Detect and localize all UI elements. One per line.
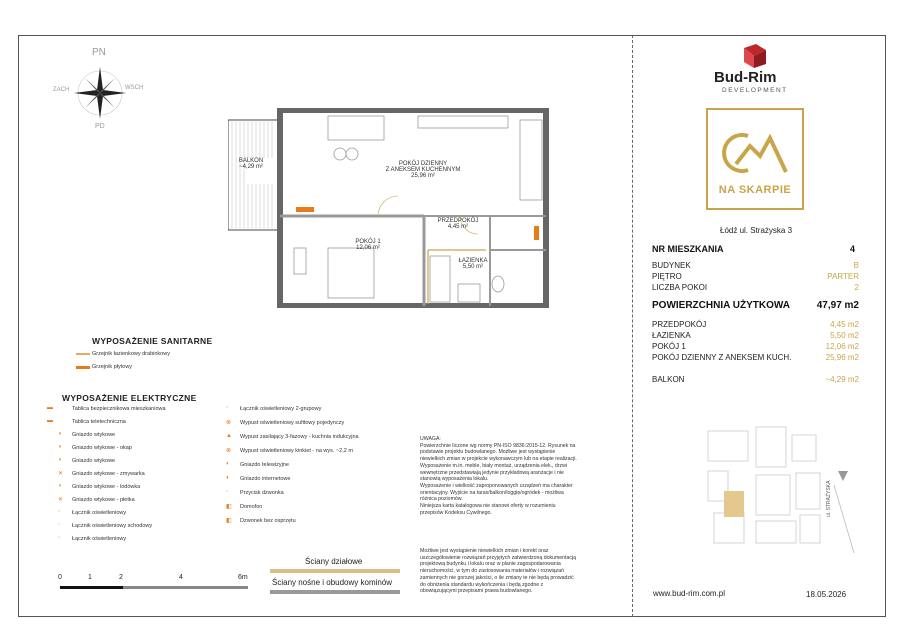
light-switch-icon: ◦ <box>58 535 61 541</box>
electrical-item-18: Przycisk dzwonka <box>240 490 284 496</box>
usable-area-label: POWIERZCHNIA UŻYTKOWA <box>652 300 790 311</box>
load-walls-swatch <box>270 590 400 594</box>
notes-line-1: Powierzchnie liczone wg normy PN-ISO 9836:2015-12. Rysunek na <box>420 442 576 449</box>
room-hall-area: 4,45 m² <box>447 224 469 230</box>
room-value-room1: 12,06 m2 <box>825 342 859 351</box>
socket-hood-icon: ◖ <box>58 444 62 450</box>
electrical-item-5: Gniazdo wtykowe <box>72 458 116 464</box>
room-balcony <box>231 158 271 170</box>
stair-switch-icon: ◦ <box>58 522 61 528</box>
electrical-item-15: Wypust oświetleniowy kinkiet - na wys. ~2,2 m <box>240 448 353 454</box>
doorbell-icon: ◧ <box>226 518 232 524</box>
compass-west: ZACH <box>53 87 70 93</box>
room-value-bath: 5,50 m2 <box>830 331 859 340</box>
electrical-item-10: Łącznik oświetleniowy schodowy <box>72 523 153 529</box>
company-name: Bud-Rim <box>714 69 777 86</box>
notes-line-10: Niniejsza karta katalogowa nie stanowi oferty w rozumieniu <box>420 503 556 510</box>
info-value-rooms: 2 <box>854 283 859 292</box>
notes-block-2 <box>420 548 625 595</box>
notes-block <box>420 436 625 516</box>
notes2-line-4: nieruchomości, w tym do zastosowania materiałów i rozwiązań <box>420 568 564 575</box>
room-bath-name: ŁAZIENKA <box>458 258 488 264</box>
scale-bar-black <box>60 586 123 589</box>
double-switch-icon: ◦ <box>226 405 229 411</box>
compass-south: PD <box>95 123 105 130</box>
switchboard-icon: ▬ <box>47 405 53 411</box>
socket-washer-icon: ✕ <box>58 497 64 503</box>
info-value-floor: PARTER <box>827 272 859 281</box>
room-label-room1: POKÓJ 1 <box>652 342 686 351</box>
notes-line-8: orientacyjny. Wyjście na taras/balkon/loggię/ogródek - możliwa <box>420 489 564 496</box>
room-value-hall: 4,45 m2 <box>830 320 859 329</box>
project-logo <box>706 108 804 210</box>
room-1-area: 12,06 m² <box>356 245 380 251</box>
company-tagline: DEVELOPMENT <box>722 87 788 94</box>
notes-line-11: przepisów Kodeksu Cywilnego. <box>420 509 492 516</box>
electrical-title: WYPOSAŻENIE ELEKTRYCZNE <box>62 393 197 403</box>
ceiling-light-icon: ⊗ <box>226 420 232 426</box>
room-bath-area: 5,50 m² <box>462 264 484 270</box>
doorbell-button-icon: ◦ <box>226 489 229 495</box>
notes-title: UWAGA: <box>420 436 441 442</box>
partition-walls-swatch <box>270 569 400 573</box>
notes-line-6: stanowią wyposażenia lokalu. <box>420 476 489 483</box>
radiator-panel-swatch <box>76 366 90 369</box>
internet-socket-icon: ◐ <box>226 475 230 481</box>
room-1 <box>338 239 398 251</box>
room-living-area: 25,96 m² <box>411 173 435 179</box>
room-balcony-area: ~4,29 m² <box>239 164 263 170</box>
radiator-ladder-swatch <box>76 353 90 355</box>
notes2-line-7: obowiązującymi przepisami prawa budowlanego. <box>420 588 533 595</box>
notes-line-2: podstawie projektu budowlanego. Możliwe jest wystąpienie <box>420 449 556 456</box>
electrical-item-8: Gniazdo wtykowe - płetka <box>72 497 135 503</box>
mountain-logo-icon <box>708 114 802 184</box>
electrical-item-14: Wypust zasilający 3-fazowy - kuchnia indukcyjna <box>240 434 359 440</box>
notes2-line-3: projektową budynku i lokalu oraz w planie zagospodarowania <box>420 561 561 568</box>
room-living-name-1: POKÓJ DZIENNY <box>398 161 448 167</box>
notes2-line-1: Możliwe jest wystąpienie niewielkich zmian i korekt oraz <box>420 548 549 554</box>
intercom-icon: ◧ <box>226 504 232 510</box>
room-label-bath: ŁAZIENKA <box>652 331 691 340</box>
site-plan <box>704 425 864 555</box>
notes-line-5: wewnętrzne przedstawiają jedynie przykładową aranżacje i nie <box>420 469 564 476</box>
electrical-item-9: Łącznik oświetleniowy <box>72 510 127 516</box>
notes2-line-2: uszczegółowienie rozwiązań przyjętych zatwierdzoną dokumentacją <box>420 554 576 561</box>
notes-line-7: Wyposażenie i wielkość zaproponowanych urządzeń ma charakter <box>420 482 573 489</box>
sanitary-item-2: Grzejnik płytowy <box>92 364 133 370</box>
address: Łódź ul. Strażyska 3 <box>720 226 793 235</box>
electrical-item-2: Tablica teletechniczna <box>72 419 126 425</box>
room-hall-name: PRZEDPOKÓJ <box>437 218 479 224</box>
info-label-building: BUDYNEK <box>652 261 691 270</box>
scale-tick-0: 0 <box>58 574 62 581</box>
scale-bar <box>58 574 258 604</box>
electrical-item-13: Wypust oświetleniowy sufitowy pojedynczy <box>240 420 345 426</box>
room-balcony-name: BALKON <box>238 158 264 164</box>
electrical-item-12: Łącznik oświetleniowy 2-grupowy <box>240 406 322 412</box>
compass <box>55 45 145 135</box>
electrical-item-19: Domofon <box>240 504 263 510</box>
scale-tick-3: 4 <box>179 574 183 581</box>
floor-plan-drawing <box>228 108 550 308</box>
brand-logo <box>700 44 810 104</box>
electrical-item-20: Dzwonek bez osprzętu <box>240 518 296 524</box>
site-plan-drawing <box>704 425 864 555</box>
wall-light-icon: ⊗ <box>226 448 232 454</box>
scale-tick-1: 1 <box>88 574 92 581</box>
load-walls-label: Ściany nośne i obudowy kominów <box>272 578 393 587</box>
electrical-item-7: Gniazdo wtykowe - lodówka <box>72 484 141 490</box>
bud-rim-logo-icon <box>738 44 772 68</box>
balcony-label: BALKON <box>652 375 685 384</box>
telecom-board-icon: ▬ <box>47 418 53 424</box>
electrical-item-1: Tablica bezpiecznikowa mieszkaniowa <box>72 406 166 412</box>
apartment-number: 4 <box>850 244 856 254</box>
apartment-number-label: NR MIESZKANIA <box>652 244 724 254</box>
socket-icon: ◖ <box>58 431 62 437</box>
info-label-floor: PIĘTRO <box>652 272 682 281</box>
electrical-item-11: Łącznik oświetleniowy <box>72 536 127 542</box>
partition-walls-label: Ściany działowe <box>305 557 363 566</box>
sanitary-item-1: Grzejnik łazienkowy drabinkowy <box>92 351 170 357</box>
room-bath <box>443 258 503 270</box>
electrical-item-6: Gniazdo wtykowe - zmywarka <box>72 471 145 477</box>
socket-dishwasher-icon: ✕ <box>58 471 64 477</box>
scale-bar-grey <box>123 586 248 589</box>
panel-divider <box>632 35 633 617</box>
room-label-hall: PRZEDPOKÓJ <box>652 320 707 329</box>
socket-fridge-icon: ◖ <box>58 483 62 489</box>
room-hall <box>428 218 488 230</box>
room-living-name-2: Z ANEKSEM KUCHENNYM <box>385 167 461 173</box>
project-name: NA SKARPIE <box>718 184 792 196</box>
tv-socket-icon: ◐ <box>226 461 230 467</box>
notes2-line-5: zamiennych nie gorszej jakości, o ile zmiany te nie będą prowadzić <box>420 574 574 581</box>
room-living <box>368 161 478 179</box>
date: 18.05.2026 <box>806 590 847 599</box>
room-value-living: 25,96 m2 <box>825 353 859 362</box>
floor-plan <box>228 108 550 308</box>
scale-tick-2: 2 <box>119 574 123 581</box>
site-street-label: ul. STRAŻYSKA <box>826 480 832 517</box>
socket-icon: ◖ <box>58 457 62 463</box>
usable-area-value: 47,97 m2 <box>816 300 859 311</box>
info-value-building: B <box>853 261 859 270</box>
notes-line-3: niewielkich zmian w projekcie wykonawczym lub na etapie realizacji. <box>420 456 577 463</box>
sanitary-title: WYPOSAŻENIE SANITARNE <box>92 336 213 346</box>
notes-line-4: Wyposażenie m.in. meble, biały montaż, urządzenia elek., drzwi <box>420 462 567 469</box>
compass-north: PN <box>92 47 106 58</box>
notes2-line-6: do obniżenia standardu wykończenia i będą zgodne z <box>420 581 544 588</box>
scale-tick-4: 6m <box>238 574 248 581</box>
electrical-item-17: Gniazdo internetowe <box>240 476 291 482</box>
website: www.bud-rim.com.pl <box>653 589 726 598</box>
room-label-living: POKÓJ DZIENNY Z ANEKSEM KUCH. <box>652 353 792 362</box>
electrical-item-16: Gniazdo telewizyjne <box>240 462 289 468</box>
compass-east: WSCH <box>125 85 144 91</box>
balcony-value: ~4,29 m2 <box>825 375 859 384</box>
notes-line-9: różnica poziomów. <box>420 496 463 503</box>
room-1-name: POKÓJ 1 <box>355 239 381 245</box>
three-phase-outlet-icon: ▲ <box>226 433 232 439</box>
electrical-item-4: Gniazdo wtykowe - okap <box>72 445 132 451</box>
light-switch-icon: ◦ <box>58 509 61 515</box>
info-label-rooms: LICZBA POKOI <box>652 283 708 292</box>
electrical-item-3: Gniazdo wtykowe <box>72 432 116 438</box>
